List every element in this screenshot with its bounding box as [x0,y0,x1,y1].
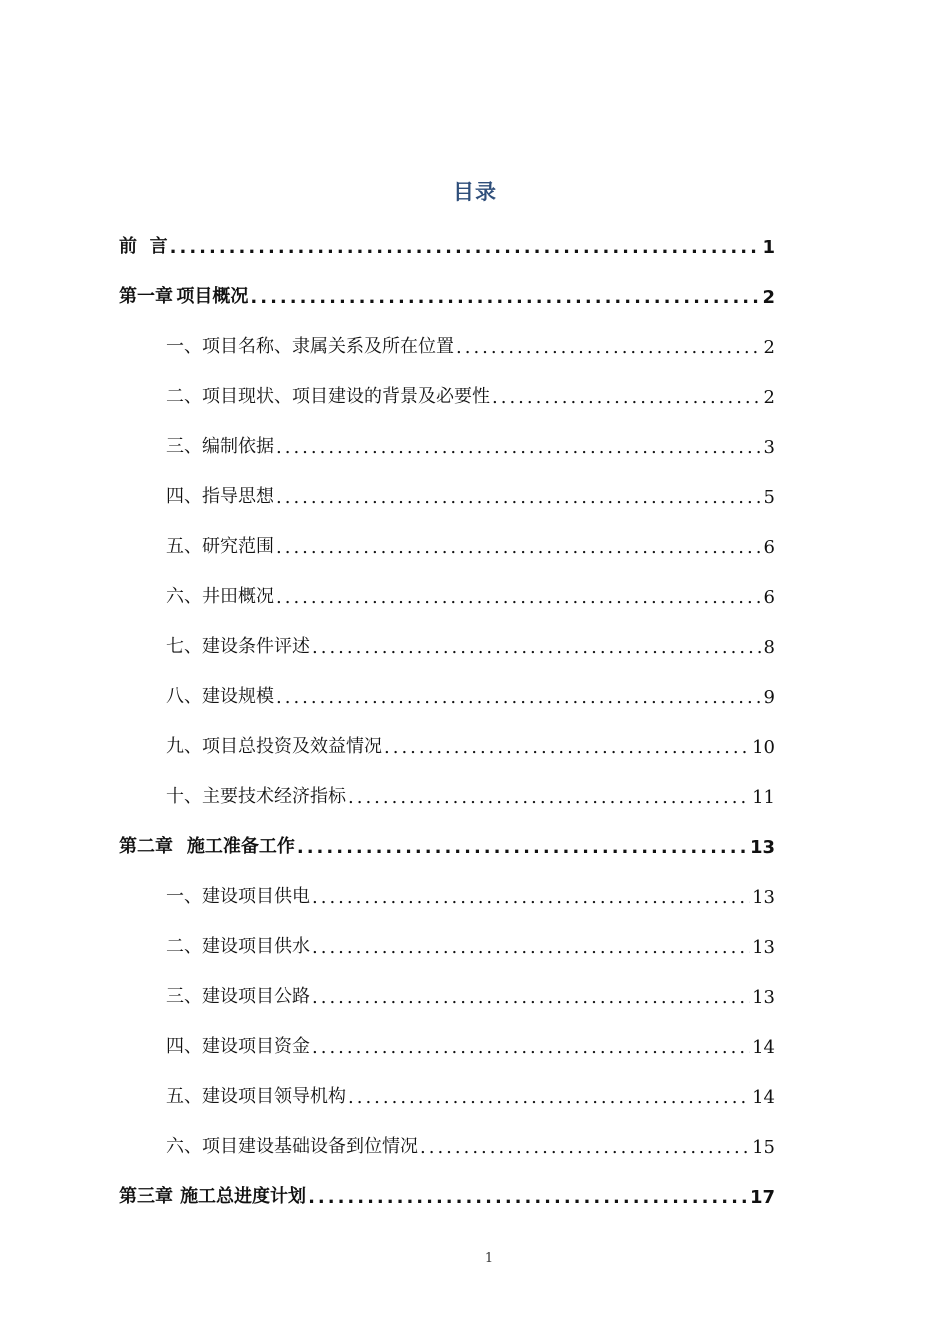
toc-entry-label: 十、主要技术经济指标 [166,786,346,807]
toc-title: 目录 [453,180,497,204]
toc-entry-section[interactable] [166,418,775,458]
toc-entry-page: 8 [763,637,775,658]
toc-entry-section[interactable] [166,318,775,358]
toc-entry-page: 2 [762,287,775,308]
dot-leader [418,1137,750,1158]
toc-entry-page: 13 [752,987,775,1008]
toc-entry-label: 六、井田概况 [166,586,274,607]
toc-entry-section[interactable] [166,1118,775,1158]
toc-entry-label-2: 项目概况 [176,286,249,307]
toc-entry-label: 三、建设项目公路 [166,986,310,1007]
dot-leader [310,1037,750,1058]
toc-entry-label: 九、项目总投资及效益情况 [166,736,382,757]
toc-entry-page: 11 [752,787,775,808]
toc-entry-section[interactable] [166,768,775,808]
toc-entry-preface[interactable] [119,218,775,258]
toc-entry-page: 13 [752,937,775,958]
toc-entry-page: 13 [752,887,775,908]
toc-entry-label: 六、项目建设基础设备到位情况 [166,1136,418,1157]
dot-leader [346,787,750,808]
toc-entry-label: 第三章 [119,1186,173,1207]
dot-leader [490,387,762,408]
dot-leader [274,437,762,458]
toc-entry-label-2: 言 [149,236,168,257]
toc-entry-section[interactable] [166,568,775,608]
dot-leader [295,837,748,858]
toc-entry-label-2: 施工总进度计划 [180,1186,307,1207]
toc-entry-section[interactable] [166,518,775,558]
toc-entry-section[interactable] [166,368,775,408]
toc-entry-section[interactable] [166,618,775,658]
toc-entry-label: 五、研究范围 [166,536,274,557]
toc-entry-section[interactable] [166,968,775,1008]
toc-entry-section[interactable] [166,868,775,908]
toc-entry-label: 一、建设项目供电 [166,886,310,907]
toc-entry-page: 5 [763,487,775,508]
toc-entry-label: 五、建设项目领导机构 [166,1086,346,1107]
dot-leader [248,287,760,308]
toc-entry-section[interactable] [166,918,775,958]
toc-entry-page: 6 [763,587,775,608]
dot-leader [310,637,762,658]
dot-leader [310,987,750,1008]
toc-entry-page: 1 [762,237,775,258]
toc-entry-label: 四、建设项目资金 [166,1036,310,1057]
dot-leader [274,487,762,508]
toc-entry-label: 第一章 [119,286,173,307]
toc-entry-page: 2 [763,337,775,358]
dot-leader [274,587,762,608]
dot-leader [310,937,750,958]
toc-entry-label: 二、项目现状、项目建设的背景及必要性 [166,386,490,407]
toc-entry-label: 四、指导思想 [166,486,274,507]
toc-entry-page: 2 [763,387,775,408]
dot-leader [454,337,762,358]
toc-entry-section[interactable] [166,718,775,758]
dot-leader [346,1087,750,1108]
dot-leader [168,237,761,258]
toc-entry-label: 三、编制依据 [166,436,274,457]
toc-entry-label: 第二章 [119,836,173,857]
dot-leader [274,537,762,558]
toc-entry-section[interactable] [166,1068,775,1108]
toc-entry-page: 17 [749,1187,775,1208]
toc-entry-page: 10 [752,737,775,758]
toc-entry-page: 6 [763,537,775,558]
page-number: 1 [484,1251,494,1266]
toc-entry-label-2: 施工准备工作 [186,836,295,857]
toc-entry-label: 一、项目名称、隶属关系及所在位置 [166,336,454,357]
dot-leader [382,737,750,758]
toc-entry-label: 八、建设规模 [166,686,274,707]
toc-entry-chapter-3[interactable] [119,1168,775,1208]
toc-entry-page: 3 [763,437,775,458]
toc-entry-page: 14 [752,1087,775,1108]
dot-leader [274,687,762,708]
toc-entry-chapter-2[interactable] [119,818,775,858]
toc-entry-section[interactable] [166,468,775,508]
toc-entry-section[interactable] [166,668,775,708]
dot-leader [310,887,750,908]
toc-entry-label: 二、建设项目供水 [166,936,310,957]
toc-entry-page: 9 [763,687,775,708]
toc-entry-section[interactable] [166,1018,775,1058]
toc-entry-page: 13 [749,837,775,858]
toc-entry-chapter-1[interactable] [119,268,775,308]
dot-leader [306,1187,748,1208]
toc-entry-label: 七、建设条件评述 [166,636,310,657]
toc-entry-page: 14 [752,1037,775,1058]
toc-entry-label: 前 [119,236,137,257]
toc-entry-page: 15 [752,1137,775,1158]
